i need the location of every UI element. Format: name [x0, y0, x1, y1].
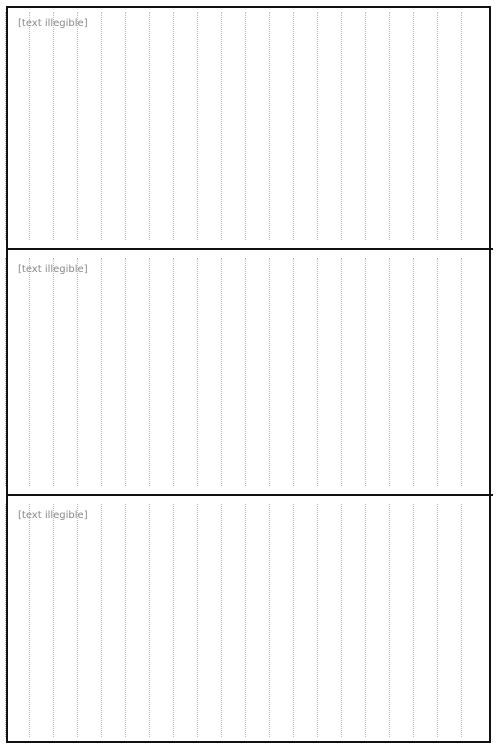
text-column: [197, 504, 219, 737]
text-column: [125, 258, 147, 486]
text-column: [173, 504, 195, 737]
text-column: [5, 504, 27, 737]
text-column: [389, 504, 411, 737]
text-column: [101, 504, 123, 737]
text-column: [365, 12, 387, 240]
text-column: [125, 504, 147, 737]
text-column: [53, 12, 75, 240]
panel-placeholder: [text illegible]: [18, 18, 88, 29]
text-column: [77, 504, 99, 737]
text-column: [413, 12, 435, 240]
text-column: [317, 504, 339, 737]
text-column: [365, 504, 387, 737]
text-column: [341, 12, 363, 240]
text-column: [77, 258, 99, 486]
text-column: [341, 504, 363, 737]
text-column: [389, 258, 411, 486]
text-column: [413, 504, 435, 737]
text-column: [365, 258, 387, 486]
text-column: [221, 258, 243, 486]
column-grid: [14, 258, 483, 486]
text-column: [221, 12, 243, 240]
text-column: [269, 258, 291, 486]
text-column: [5, 12, 27, 240]
text-column: [437, 504, 459, 737]
text-column: [197, 258, 219, 486]
text-column: [245, 12, 267, 240]
panel-divider: [6, 248, 493, 250]
panel-placeholder: [text illegible]: [18, 264, 88, 275]
text-column: [341, 258, 363, 486]
text-column: [269, 12, 291, 240]
text-column: [5, 258, 27, 486]
panel-placeholder: [text illegible]: [18, 510, 88, 521]
text-column: [77, 12, 99, 240]
text-column: [53, 258, 75, 486]
text-column: [149, 258, 171, 486]
text-column: [149, 504, 171, 737]
text-column: [173, 12, 195, 240]
text-column: [413, 258, 435, 486]
panel-divider: [6, 494, 493, 496]
text-column: [461, 258, 483, 486]
text-panel-top: [8, 8, 489, 244]
text-column: [293, 504, 315, 737]
text-column: [101, 12, 123, 240]
text-column: [293, 12, 315, 240]
text-column: [197, 12, 219, 240]
text-panel-middle: [8, 254, 489, 490]
text-column: [29, 258, 51, 486]
text-column: [101, 258, 123, 486]
text-column: [317, 12, 339, 240]
column-grid: [14, 504, 483, 737]
text-column: [149, 12, 171, 240]
text-column: [53, 504, 75, 737]
text-column: [461, 12, 483, 240]
text-column: [293, 258, 315, 486]
text-column: [437, 258, 459, 486]
text-column: [173, 258, 195, 486]
text-column: [269, 504, 291, 737]
text-column: [461, 504, 483, 737]
text-panel-bottom: [8, 500, 489, 741]
column-grid: [14, 12, 483, 240]
text-column: [221, 504, 243, 737]
text-column: [29, 504, 51, 737]
text-column: [29, 12, 51, 240]
text-column: [389, 12, 411, 240]
text-column: [317, 258, 339, 486]
text-column: [245, 258, 267, 486]
text-column: [437, 12, 459, 240]
text-column: [245, 504, 267, 737]
text-column: [125, 12, 147, 240]
